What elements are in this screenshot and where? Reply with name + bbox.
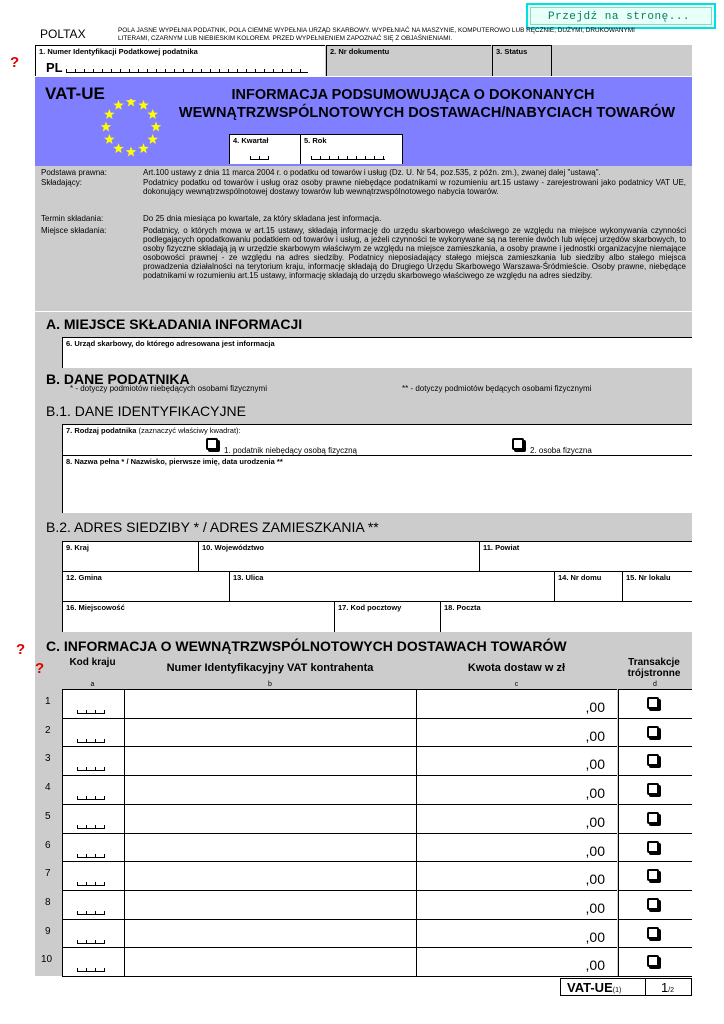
row-amount-text: ,00	[585, 699, 605, 715]
footer-page: 1/2	[661, 980, 675, 995]
eu-star	[104, 134, 114, 144]
option-1-checkbox[interactable]	[206, 438, 218, 450]
field-16-label: 16. Miejscowość	[66, 603, 125, 612]
field-8-label: 8. Nazwa pełna * / Nazwisko, pierwsze imię, data urodzenia **	[66, 457, 283, 466]
col-a-header: Kod kraju	[69, 657, 116, 668]
section-b-title: B. DANE PODATNIKA	[46, 371, 190, 387]
help-table[interactable]: ?	[35, 660, 45, 677]
row-amount-text: ,00	[585, 728, 605, 744]
row-amount-text: ,00	[585, 957, 605, 973]
field-2-doc-number	[326, 45, 491, 76]
option-2-label: 2. osoba fizyczna	[530, 446, 592, 455]
row-amount-text: ,00	[585, 871, 605, 887]
title-line-1: INFORMACJA PODSUMOWUJĄCA O DOKONANYCH	[231, 87, 595, 103]
legal-text: Art.100 ustawy z dnia 11 marca 2004 r. o podatku od towarów i usług (Dz. U. Nr 54, poz.535, z późn. zm.), zwanej dalej "ustawą".	[143, 168, 601, 177]
field-10-label: 10. Województwo	[202, 543, 264, 552]
form-code: VAT-UE	[45, 84, 105, 103]
row-number: 3	[45, 753, 51, 764]
eu-star	[138, 100, 148, 110]
col-letter-b: b	[268, 681, 272, 688]
field-4-comb	[250, 155, 269, 160]
field-17-label: 17. Kod pocztowy	[338, 603, 402, 612]
eu-star	[113, 143, 123, 153]
field-3-status	[492, 45, 552, 76]
option-1-label: 1. podatnik niebędący osobą fizyczną	[224, 446, 357, 455]
row-number: 6	[45, 840, 51, 851]
eu-star	[147, 109, 157, 119]
field-18-post-office[interactable]	[440, 601, 692, 632]
help-section-c[interactable]: ?	[16, 641, 26, 658]
field-14-label: 14. Nr domu	[558, 573, 602, 582]
row-number: 9	[45, 926, 51, 937]
field-11-county[interactable]	[479, 541, 692, 571]
field-15-label: 15. Nr lokalu	[626, 573, 671, 582]
eu-star	[147, 134, 157, 144]
legal-text: Podatnicy, o których mowa w art.15 ustawy, składają informację do urzędu skarbowego właściwego ze względu na miejsce wykonywania czynności podlegających opodatkowaniu podatkiem od towarów i usług, a jeżeli czynności te wykonywane są na terenie dwóch lub więcej urzędów skarbowych, to osoby fizyczne składają ją w urzędzie skarbowym właściwym ze względu na miejsce zamieszkania, a osoby prawne i jednostki organizacyjne niemające osobowości prawnej - ze względu na adres siedziby. Podatnicy nieposiadający stałego miejsca zamieszkania lub siedziby albo stałego miejsca prowadzenia działalności na terytorium kraju, informację składają do Drugiego Urzędu Skarbowego Warszawa-Śródmieście. Osoby prawne, niebędące podatnikami w rozumieniu art.15 ustawy, informację składają do urzędu skarbowego właściwego ze względu na adres siedziby.	[143, 226, 686, 280]
legal-term: Miejsce składania:	[41, 226, 107, 235]
field-14-house-no[interactable]	[554, 571, 622, 601]
section-b-note-2: ** - dotyczy podmiotów będących osobami fizycznymi	[402, 384, 592, 393]
goto-page-label: Przejdź na stronę...	[548, 11, 691, 23]
field-4-quarter[interactable]	[229, 134, 300, 164]
field-3-label: 3. Status	[496, 47, 528, 56]
legal-term: Składający:	[41, 178, 82, 187]
field-8-name[interactable]	[62, 455, 692, 513]
field-7-label: 7. Rodzaj podatnika (zaznaczyć właściwy kwadrat):	[66, 426, 241, 435]
legal-term: Podstawa prawna:	[41, 168, 107, 177]
brand-poltax: POLTAX	[40, 27, 86, 41]
row-amount-text: ,00	[585, 929, 605, 945]
field-1-nip[interactable]	[35, 45, 325, 76]
fill-instruction: POLA JASNE WYPEŁNIA PODATNIK, POLA CIEMNE WYPEŁNIA URZĄD SKARBOWY. WYPEŁNIAĆ NA MASZYNIE, KOMPUTEROWO LUB RĘCZNIE, DUŻYMI, DRUKOWANYMI LITERAMI, CZARNYM LUB NIEBIESKIM KOLOREM. PRZED WYPEŁNIENIEM ZAPOZNAĆ SIĘ Z OBJAŚNIENIAMI.	[118, 27, 635, 42]
field-10-voivodeship[interactable]	[198, 541, 479, 571]
row-number: 8	[45, 897, 51, 908]
row-number: 1	[45, 696, 51, 707]
row-amount-text: ,00	[585, 785, 605, 801]
field-2-label: 2. Nr dokumentu	[330, 47, 390, 56]
eu-stars-icon	[98, 99, 164, 165]
eu-star	[113, 100, 123, 110]
section-b1-title: B.1. DANE IDENTYFIKACYJNE	[46, 403, 246, 419]
field-6-tax-office[interactable]	[62, 337, 692, 368]
row-number: 10	[41, 954, 53, 965]
row-amount-text: ,00	[585, 900, 605, 916]
field-18-label: 18. Poczta	[444, 603, 481, 612]
eu-star	[151, 122, 161, 132]
field-12-label: 12. Gmina	[66, 573, 102, 582]
field-1-prefix: PL	[46, 60, 63, 75]
row-amount-text: ,00	[585, 843, 605, 859]
field-12-commune[interactable]	[62, 571, 229, 601]
field-16-city[interactable]	[62, 601, 334, 632]
field-1-label: 1. Numer Identyfikacji Podatkowej podatnika	[39, 47, 198, 56]
row-amount-text: ,00	[585, 756, 605, 772]
row-number: 7	[45, 868, 51, 879]
row-number: 2	[45, 725, 51, 736]
col-d-header: Transakcje trójstronne	[627, 657, 681, 679]
section-c-title: C. INFORMACJA O WEWNĄTRZWSPÓLNOTOWYCH DOSTAWACH TOWARÓW	[46, 638, 567, 654]
eu-star	[104, 109, 114, 119]
legal-text: Podatnicy podatku od towarów i usług oraz osoby prawne niebędące podatnikami w rozumieniu art.15 ustawy - zarejestrowani jako podatnicy VAT UE, dokonujący wewnątrzwspólnotowej dostawy towarów lub wewnątrzwspólnotowego nabycia towarów.	[143, 178, 686, 196]
field-13-label: 13. Ulica	[233, 573, 264, 582]
col-letter-a: a	[90, 681, 95, 688]
section-a-title: A. MIEJSCE SKŁADANIA INFORMACJI	[46, 316, 303, 332]
field-1-comb	[66, 68, 308, 73]
row-number: 4	[45, 782, 51, 793]
eu-star	[126, 99, 136, 106]
section-b-note-1: * - dotyczy podmiotów niebędących osobami fizycznymi	[70, 384, 267, 393]
field-5-label: 5. Rok	[304, 136, 327, 145]
col-c-header: Kwota dostaw w zł	[467, 662, 566, 674]
table-bottom-line	[62, 976, 692, 977]
section-b2-title: B.2. ADRES SIEDZIBY * / ADRES ZAMIESZKANIA **	[46, 519, 379, 535]
option-2-checkbox[interactable]	[512, 438, 524, 450]
eu-star	[126, 147, 136, 157]
footer-box	[560, 978, 692, 996]
col-b-header: Numer Identyfikacyjny VAT kontrahenta	[166, 662, 374, 674]
field-9-country[interactable]	[62, 541, 198, 571]
footer-form-code: VAT-UE(1)	[567, 980, 622, 995]
col-letter-d: d	[653, 681, 657, 688]
field-9-label: 9. Kraj	[66, 543, 89, 552]
field-6-label: 6. Urząd skarbowy, do którego adresowana jest informacja	[66, 339, 275, 348]
row-number: 5	[45, 811, 51, 822]
legal-term: Termin składania:	[41, 214, 104, 223]
title-line-2: WEWNĄTRZWSPÓLNOTOWYCH DOSTAWACH/NABYCIACH TOWARÓW	[178, 105, 676, 121]
goto-page-button[interactable]	[526, 3, 716, 29]
legal-text: Do 25 dnia miesiąca po kwartale, za który składana jest informacja.	[143, 214, 382, 223]
col-letter-c: c	[514, 681, 519, 688]
field-4-label: 4. Kwartał	[233, 136, 269, 145]
field-17-postal-code[interactable]	[334, 601, 440, 632]
legal-info	[35, 166, 692, 311]
row-amount-text: ,00	[585, 814, 605, 830]
field-5-comb	[311, 155, 385, 160]
field-11-label: 11. Powiat	[483, 543, 520, 552]
eu-star	[101, 122, 111, 132]
eu-star	[138, 143, 148, 153]
field-15-flat-no[interactable]	[622, 571, 692, 601]
field-13-street[interactable]	[229, 571, 554, 601]
help-nip[interactable]: ?	[10, 54, 20, 71]
field-5-year[interactable]	[300, 134, 403, 164]
field-7-taxpayer-type	[62, 424, 692, 455]
